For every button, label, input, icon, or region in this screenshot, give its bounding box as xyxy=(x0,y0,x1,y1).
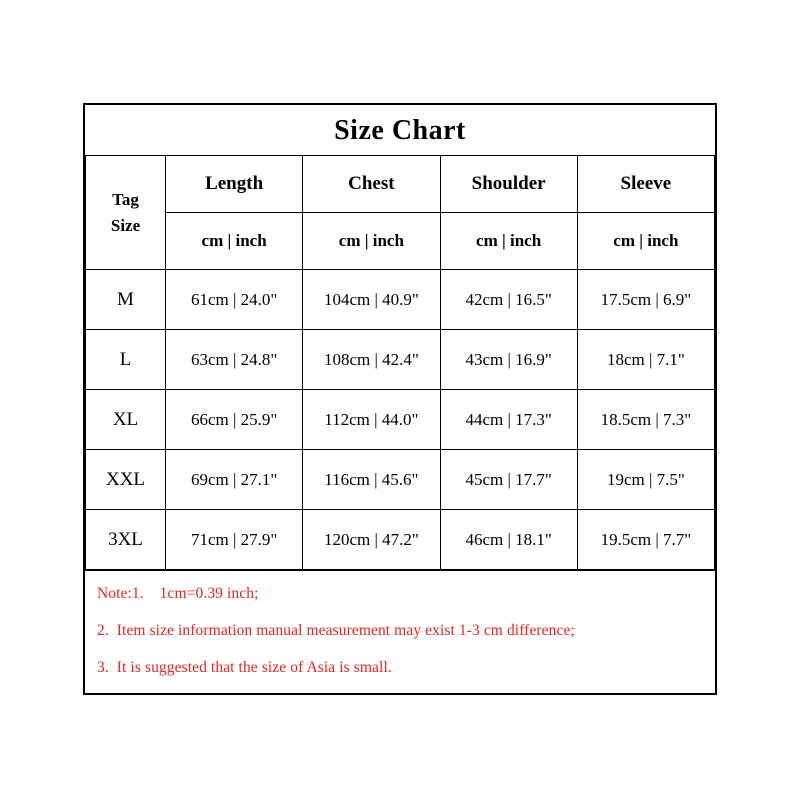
row-chest-value: 112cm | 44.0" xyxy=(303,390,440,450)
row-size-label: XXL xyxy=(86,450,166,510)
row-chest-value: 104cm | 40.9" xyxy=(303,270,440,330)
note-line-3: 3. It is suggested that the size of Asia is small. xyxy=(97,659,392,676)
row-shoulder-value: 45cm | 17.7" xyxy=(440,450,577,510)
column-header-length: Length xyxy=(166,156,303,213)
tag-size-header xyxy=(86,156,166,270)
row-length-value: 71cm | 27.9" xyxy=(166,510,303,570)
column-header-chest: Chest xyxy=(303,156,440,213)
unit-header-length: cm | inch xyxy=(166,213,303,270)
table-header-row-units xyxy=(86,213,715,270)
row-length-value: 61cm | 24.0" xyxy=(166,270,303,330)
tag-size-line-2: Size xyxy=(110,215,141,235)
note-line-1: Note:1. 1cm=0.39 inch; xyxy=(97,585,259,602)
row-size-label: 3XL xyxy=(86,510,166,570)
tag-size-line-1: Tag xyxy=(112,190,139,209)
column-header-shoulder: Shoulder xyxy=(440,156,577,213)
row-shoulder-value: 44cm | 17.3" xyxy=(440,390,577,450)
row-size-label: XL xyxy=(86,390,166,450)
column-header-sleeve: Sleeve xyxy=(577,156,714,213)
row-chest-value: 108cm | 42.4" xyxy=(303,330,440,390)
table-header-row-main xyxy=(86,156,715,213)
unit-header-chest: cm | inch xyxy=(303,213,440,270)
row-shoulder-value: 42cm | 16.5" xyxy=(440,270,577,330)
table-row xyxy=(86,450,715,510)
unit-header-shoulder: cm | inch xyxy=(440,213,577,270)
row-chest-value: 120cm | 47.2" xyxy=(303,510,440,570)
row-shoulder-value: 46cm | 18.1" xyxy=(440,510,577,570)
table-row xyxy=(86,330,715,390)
row-sleeve-value: 18cm | 7.1" xyxy=(577,330,714,390)
notes-section xyxy=(85,570,715,685)
chart-title: Size Chart xyxy=(334,115,466,146)
row-size-label: L xyxy=(86,330,166,390)
row-length-value: 66cm | 25.9" xyxy=(166,390,303,450)
row-length-value: 63cm | 24.8" xyxy=(166,330,303,390)
row-sleeve-value: 17.5cm | 6.9" xyxy=(577,270,714,330)
row-sleeve-value: 18.5cm | 7.3" xyxy=(577,390,714,450)
row-length-value: 69cm | 27.1" xyxy=(166,450,303,510)
row-chest-value: 116cm | 45.6" xyxy=(303,450,440,510)
table-row xyxy=(86,390,715,450)
size-chart-table xyxy=(85,155,715,570)
note-line-2: 2. Item size information manual measurement may exist 1-3 cm difference; xyxy=(97,622,575,639)
unit-header-sleeve: cm | inch xyxy=(577,213,714,270)
row-sleeve-value: 19cm | 7.5" xyxy=(577,450,714,510)
row-shoulder-value: 43cm | 16.9" xyxy=(440,330,577,390)
row-sleeve-value: 19.5cm | 7.7" xyxy=(577,510,714,570)
table-row xyxy=(86,510,715,570)
table-row xyxy=(86,270,715,330)
row-size-label: M xyxy=(86,270,166,330)
size-chart-frame xyxy=(83,103,717,695)
